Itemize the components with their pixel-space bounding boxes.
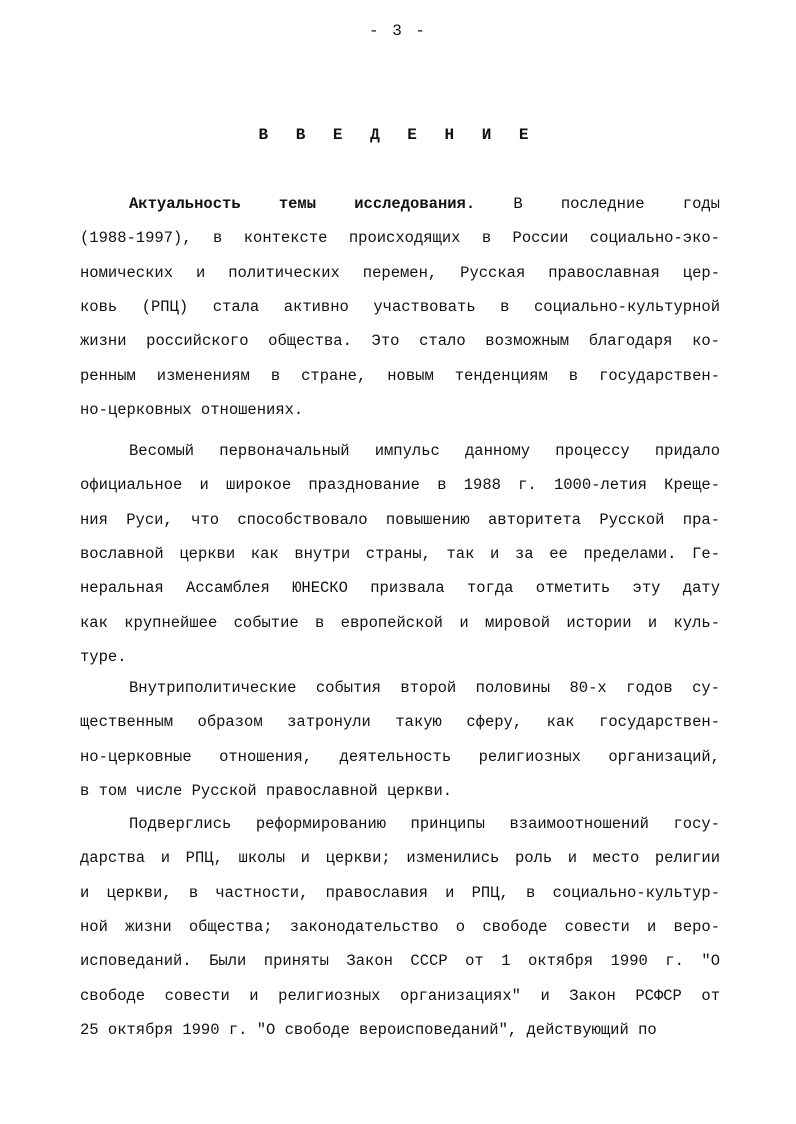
line-text: Внутриполитические события второй половины 80-х годов су-	[129, 679, 720, 697]
line-text: но-церковные отношения, деятельность религиозных организаций,	[80, 748, 720, 766]
text-line	[80, 296, 720, 318]
line-text: вославной церкви как внутри страны, так и за ее пределами. Ге-	[80, 545, 720, 563]
line-text: (1988-1997), в контексте происходящих в России социально-эко-	[80, 229, 720, 247]
text-line	[80, 646, 720, 668]
bold-lead-phrase: Актуальность темы исследования.	[129, 195, 476, 213]
line-text: исповеданий. Были приняты Закон СССР от 1 октября 1990 г. "О	[80, 952, 720, 970]
text-line	[80, 711, 720, 733]
text-line	[80, 227, 720, 249]
text-line	[80, 543, 720, 565]
line-text: в том числе Русской православной церкви.	[80, 782, 453, 800]
text-line	[129, 677, 720, 699]
text-line	[80, 950, 720, 972]
line-text: ной жизни общества; законодательство о свободе совести и веро-	[80, 918, 720, 936]
text-line	[80, 746, 720, 768]
text-line	[80, 916, 720, 938]
text-line	[80, 365, 720, 387]
line-text: как крупнейшее событие в европейской и мировой истории и куль-	[80, 614, 720, 632]
text-line	[129, 193, 720, 215]
line-text: Подверглись реформированию принципы взаимоотношений госу-	[129, 815, 720, 833]
text-line	[80, 985, 720, 1007]
text-line	[80, 474, 720, 496]
text-line	[80, 262, 720, 284]
line-text: 25 октября 1990 г. "О свободе вероисповеданий", действующий по	[80, 1021, 657, 1039]
line-text: официальное и широкое празднование в 1988 г. 1000-летия Креще-	[80, 476, 720, 494]
text-line	[80, 399, 720, 421]
text-line	[80, 509, 720, 531]
page-number: - 3 -	[368, 22, 427, 40]
line-text: свободе совести и религиозных организациях" и Закон РСФСР от	[80, 987, 720, 1005]
line-text: щественным образом затронули такую сферу, как государствен-	[80, 713, 720, 731]
text-line	[80, 882, 720, 904]
text-line	[129, 440, 720, 462]
line-text: жизни российского общества. Это стало возможным благодаря ко-	[80, 332, 720, 350]
text-line	[80, 330, 720, 352]
line-text: Весомый первоначальный импульс данному процессу придало	[129, 442, 720, 460]
text-line	[80, 847, 720, 869]
line-text: В последние годы	[475, 195, 720, 213]
text-line	[80, 577, 720, 599]
section-heading: В В Е Д Е Н И Е	[258, 126, 538, 144]
line-text: ренным изменениям в стране, новым тенденциям в государствен-	[80, 367, 720, 385]
text-line	[80, 1019, 720, 1041]
line-text: ковь (РПЦ) стала активно участвовать в социально-культурной	[80, 298, 720, 316]
line-text: туре.	[80, 648, 127, 666]
line-text: неральная Ассамблея ЮНЕСКО призвала тогда отметить эту дату	[80, 579, 720, 597]
line-text: но-церковных отношениях.	[80, 401, 304, 419]
text-line	[129, 813, 720, 835]
text-line	[80, 780, 720, 802]
text-line	[80, 612, 720, 634]
line-text: и церкви, в частности, православия и РПЦ, в социально-культур-	[80, 884, 720, 902]
line-text: ния Руси, что способствовало повышению авторитета Русской пра-	[80, 511, 720, 529]
line-text: номических и политических перемен, Русская православная цер-	[80, 264, 720, 282]
line-text: дарства и РПЦ, школы и церкви; изменились роль и место религии	[80, 849, 720, 867]
